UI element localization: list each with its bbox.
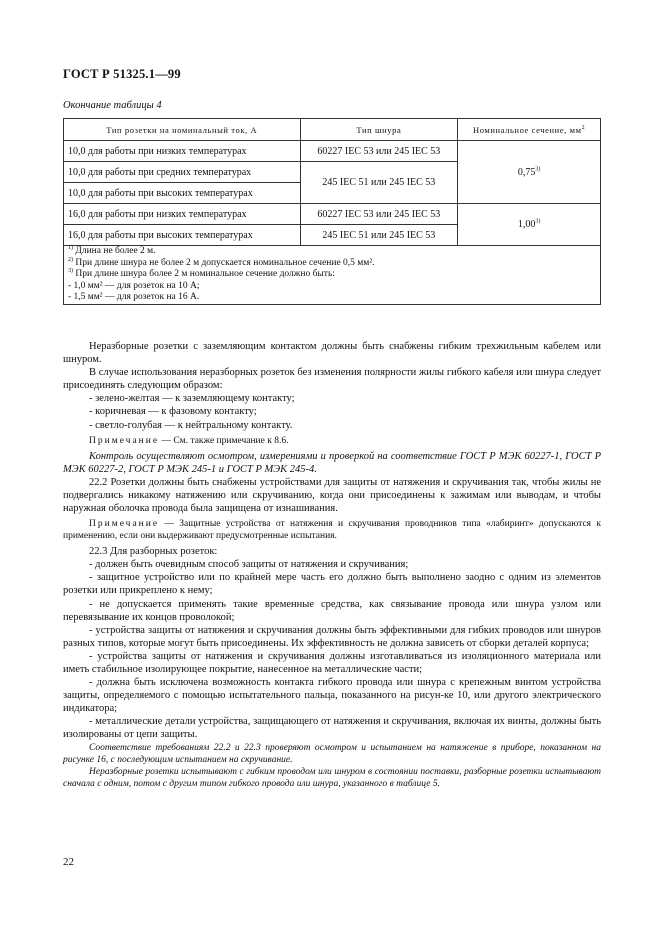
cell-socket-type: 10,0 для работы при средних температурах [64,162,301,183]
list-item: - коричневая — к фазовому контакту; [89,406,257,418]
list-item: - защитное устройство или по крайней мере часть его должно быть выполнено заодно с одним из элементов розетки или прикреплено к нему; [63,572,601,597]
cell-cord-type: 245 IEC 51 или 245 IEC 53 [300,225,458,246]
footnote: $^{2)}$ При длине шнура не более 2 м допускается номинальное сечение 0,5 мм². [68,256,375,268]
table-row [64,204,601,225]
list-item: - светло-голубая — к нейтральному контакту. [89,419,293,431]
column-header-cord-type: Тип шнура [300,119,458,141]
paragraph-22-2: 22.2 Розетки должны быть снабжены устройствами для защиты от натяжения и скручивания так, чтобы жилы не подвергались никакому натяжению или скручиванию, когда они присоединены к зажимам или выводам, и чтобы наружная оболочка провода была защищена от изнашивания. [63,476,601,515]
document-header: ГОСТ Р 51325.1—99 [63,67,181,81]
list-item: - зелено-желтая — к заземляющему контакту; [89,393,295,405]
body-text [63,340,601,790]
table-header-row [64,119,601,141]
footnote: $^{1)}$ Длина не более 2 м. [68,244,156,256]
cell-socket-type: 10,0 для работы при низких температурах [64,141,301,162]
cell-cord-type: 60227 IEC 53 или 245 IEC 53 [300,141,458,162]
list-item: - устройства защиты от натяжения и скручивания должны изготавливаться из изоляционного материала или иметь стабильное изолирующее покрытие, нанесенное на металлические части; [63,650,601,675]
note: Примечание — Защитные устройства от натяжения и скручивания проводников типа «лабиринт» допускаются к применению, если они выдерживают предусмотренные испытания. [63,519,601,542]
list-item: - не допускается применять такие временные средства, как связывание провода или шнура узлом или перевязывание их концов проволокой; [63,598,601,623]
table-footnotes-row [64,246,601,305]
table-continuation-caption: Окончание таблицы 4 [63,100,162,111]
column-header-cross-section: Номинальное сечение, $мм^2$ [458,119,601,141]
note: Примечание — См. также примечание к 8.6. [89,435,289,446]
cell-socket-type: 16,0 для работы при высоких температурах [64,225,301,246]
cell-cross-section: 0,75$^{3)}$ [458,141,601,204]
list-item: - должна быть исключена возможность контакта гибкого провода или шнура с крепежным винтом устройства защиты, определяемого с помощью испытательного пальца, показанного на рисун-ке 10, или другого электрического индикатора; [63,677,601,715]
paragraph: Неразборные розетки с заземляющим контактом должны быть снабжены гибким трехжильным кабелем или шнуром. [63,341,601,366]
control-paragraph: Контроль осуществляют осмотром, измерениями и проверкой на соответствие ГОСТ Р МЭК 60227-1, ГОСТ Р МЭК 60227-2, ГОСТ Р МЭК 245-1 и ГОСТ Р МЭК 245-4. [63,450,601,475]
table-row [64,141,601,162]
footnote: - 1,0 мм² — для розеток на 10 А; [68,280,200,291]
cell-socket-type: 10,0 для работы при высоких температурах [64,183,301,204]
footnote: $^{3)}$ При длине шнура более 2 м номинальное сечение должно быть: [68,267,335,279]
compliance-paragraph: Соответствие требованиям 22.2 и 22.3 проверяют осмотром и испытанием на натяжение в приборе, показанном на рисунке 16, с последующим испытанием на скручивание. [63,742,601,765]
cell-cord-type: 60227 IEC 53 или 245 IEC 53 [300,204,458,225]
column-header-socket-type: Тип розетки на номинальный ток, А [64,119,301,141]
page-number: 22 [63,856,74,868]
cell-cross-section: 1,00$^{3)}$ [458,204,601,246]
table-footnotes [64,246,601,305]
footnote: - 1,5 мм² — для розеток на 16 А. [68,292,200,302]
list-item: - устройства защиты от натяжения и скручивания должны быть эффективными для гибких проводов или шнуров разных типов, которые могут быть присоединены. Их эффективность не должна зависеть от сборки деталей корпуса; [63,624,601,649]
table-4 [63,118,601,305]
paragraph-22-3: 22.3 Для разборных розеток: [89,546,218,558]
list-item: - металлические детали устройства, защищающего от натяжения и скручивания, включая их винты, должны быть изолированы от цепи защиты. [63,716,601,741]
list-item: - должен быть очевидным способ защиты от натяжения и скручивания; [89,559,409,571]
cell-socket-type: 16,0 для работы при низких температурах [64,204,301,225]
testing-paragraph: Неразборные розетки испытывают с гибким проводом или шнуром в состоянии поставки, разборные розетки испытывают сначала с одним, потом с другим типом гибкого провода или шнура, указанного в таблице 5. [63,766,601,789]
cell-cord-type: 245 IEC 51 или 245 IEC 53 [300,162,458,204]
paragraph: В случае использования неразборных розеток без изменения полярности жилы гибкого кабеля или шнура следует присоединять следующим образом: [63,367,601,392]
